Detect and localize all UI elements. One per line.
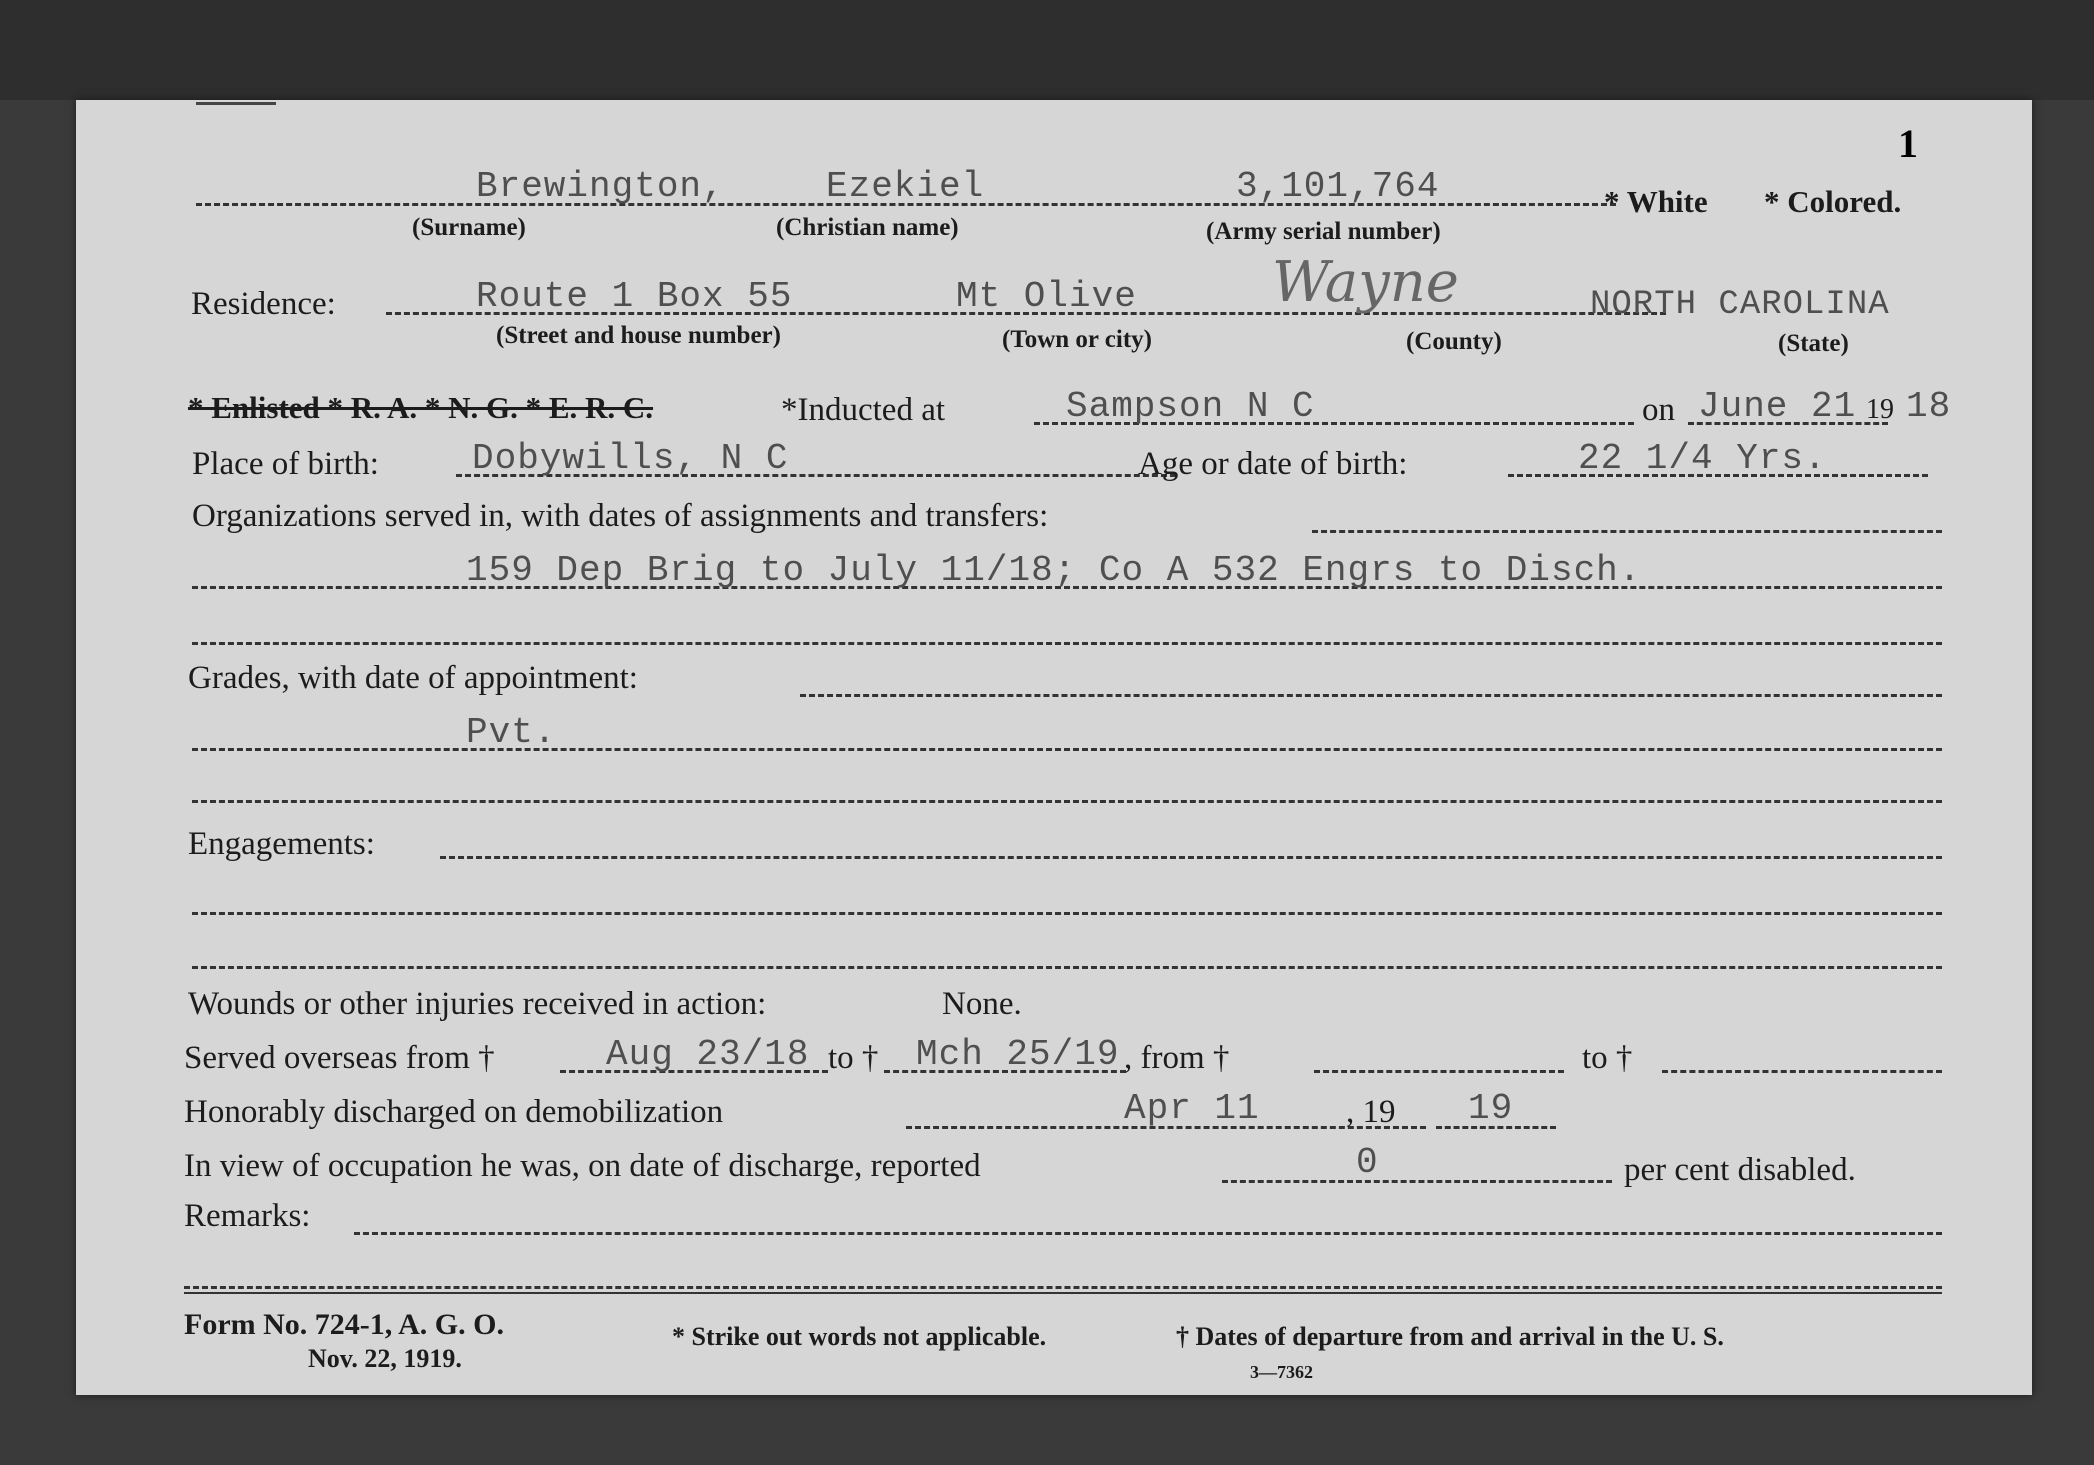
- enlisted-options: * Enlisted * R. A. * N. G. * E. R. C.: [188, 390, 654, 425]
- overseas-to-label: to †: [828, 1040, 879, 1076]
- scan-background: [0, 0, 2094, 100]
- induction-date-value: June 21: [1698, 386, 1857, 427]
- dates-note: † Dates of departure from and arrival in the U. S.: [1176, 1322, 1724, 1351]
- street-caption: (Street and house number): [496, 322, 781, 349]
- place-of-birth-value: Dobywills, N C: [472, 438, 789, 479]
- race-colored-label: * Colored.: [1764, 184, 1902, 219]
- place-of-birth-label: Place of birth:: [192, 446, 379, 482]
- inducted-at-label: *Inducted at: [781, 392, 946, 428]
- induction-year-prefix: 19: [1866, 394, 1894, 425]
- discharge-date-value: Apr 11: [1124, 1088, 1260, 1129]
- age-label: Age or date of birth:: [1138, 446, 1408, 482]
- county-caption: (County): [1406, 328, 1502, 355]
- served-overseas-label: Served overseas from †: [184, 1040, 495, 1076]
- army-serial-number-value: 3,101,764: [1236, 166, 1440, 207]
- occupation-label: In view of occupation he was, on date of discharge, reported: [184, 1148, 981, 1184]
- induction-year-value: 18: [1906, 386, 1952, 427]
- race-white-label: * White: [1604, 184, 1708, 219]
- record-card: [76, 100, 2032, 1395]
- inducted-at-value: Sampson N C: [1066, 386, 1315, 427]
- top-rule: [196, 102, 276, 105]
- overseas-departure-value: Aug 23/18: [606, 1034, 810, 1075]
- state-caption: (State): [1778, 330, 1849, 357]
- town-value: Mt Olive: [956, 276, 1137, 317]
- on-label: on: [1642, 392, 1675, 428]
- wounds-value: None.: [942, 986, 1022, 1022]
- disabled-percent-value: 0: [1356, 1142, 1379, 1183]
- overseas-arrival-value: Mch 25/19: [916, 1034, 1120, 1075]
- card-number: 1: [1898, 121, 1918, 166]
- surname-caption: (Surname): [412, 214, 526, 241]
- grades-value: Pvt.: [466, 712, 557, 753]
- remarks-label: Remarks:: [184, 1198, 311, 1234]
- engagements-label: Engagements:: [188, 826, 375, 862]
- form-date: Nov. 22, 1919.: [308, 1344, 462, 1373]
- discharge-year-value: 19: [1468, 1088, 1514, 1129]
- grades-label: Grades, with date of appointment:: [188, 660, 638, 696]
- county-value: Wayne: [1272, 250, 1459, 315]
- christian-name-value: Ezekiel: [826, 166, 985, 207]
- street-value: Route 1 Box 55: [476, 276, 793, 317]
- overseas-to2-label: to †: [1582, 1040, 1633, 1076]
- discharged-label: Honorably discharged on demobilization: [184, 1094, 724, 1130]
- form-number: Form No. 724-1, A. G. O.: [184, 1308, 504, 1341]
- surname-value: Brewington,: [476, 166, 725, 207]
- discharge-year-prefix: , 19: [1346, 1094, 1396, 1130]
- state-value: NORTH CAROLINA: [1590, 286, 1890, 324]
- strike-out-note: * Strike out words not applicable.: [672, 1322, 1047, 1351]
- organizations-label: Organizations served in, with dates of assignments and transfers:: [192, 498, 1049, 534]
- christian-name-caption: (Christian name): [776, 214, 959, 241]
- overseas-from2-label: , from †: [1124, 1040, 1230, 1076]
- organizations-value: 159 Dep Brig to July 11/18; Co A 532 Engrs to Disch.: [466, 550, 1642, 591]
- residence-label: Residence:: [191, 286, 336, 322]
- army-serial-caption: (Army serial number): [1206, 218, 1441, 245]
- age-value: 22 1/4 Yrs.: [1578, 438, 1827, 479]
- town-caption: (Town or city): [1002, 326, 1152, 353]
- wounds-label: Wounds or other injuries received in action:: [188, 986, 767, 1022]
- percent-disabled-label: per cent disabled.: [1624, 1152, 1856, 1188]
- print-code: 3—7362: [1250, 1362, 1313, 1382]
